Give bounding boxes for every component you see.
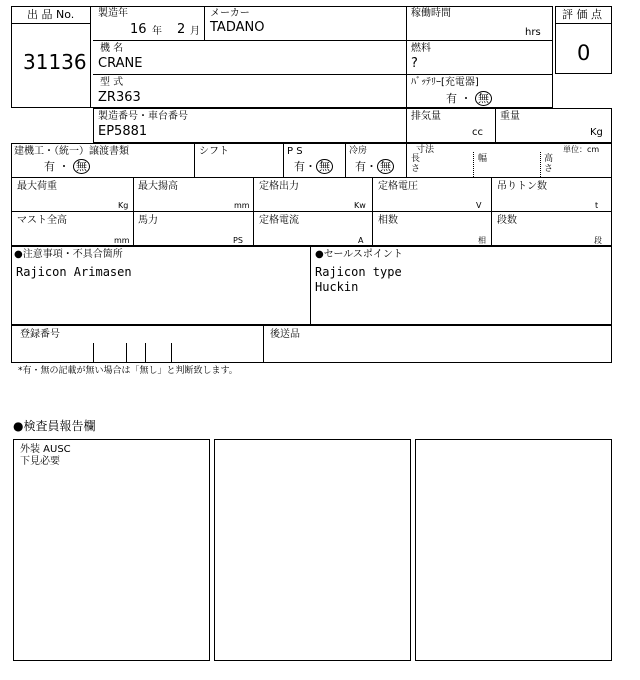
weight-unit: Kg [590, 127, 603, 138]
cooling-choice [355, 159, 394, 174]
stages-unit: 段 [594, 236, 602, 245]
maker-label: メーカー [210, 8, 250, 19]
transfer-no-circled: 無 [73, 159, 90, 174]
cooling-no-circled: 無 [377, 159, 394, 174]
cooling-dot: ・ [366, 160, 377, 173]
battery-no-circled: 無 [475, 91, 492, 106]
ps-dot: ・ [305, 160, 316, 173]
displacement-unit: cc [472, 127, 483, 138]
inspector-panel-3 [415, 439, 612, 661]
transfer-yes: 有 [44, 160, 55, 173]
sales-point-line2: Huckin [315, 280, 359, 294]
inspector-line1: 外装 AUSC [20, 444, 71, 455]
year-unit: 年 [152, 26, 162, 37]
month-value: 2 [177, 22, 186, 37]
rated-output-unit: Kw [354, 201, 366, 210]
battery-dot: ・ [460, 92, 472, 105]
height-label-1: 高 [544, 154, 554, 164]
battery-label: ﾊﾞｯﾃﾘｰ[充電器] [411, 77, 479, 88]
caution-value: Rajicon Arimasen [16, 265, 132, 279]
footnote: *有・無の記載が無い場合は「無し」と判断致します。 [18, 366, 238, 376]
stages-label: 段数 [497, 215, 517, 226]
registration-table [11, 325, 612, 363]
fuel-label: 燃料 [411, 43, 431, 54]
phase-unit: 相 [478, 236, 486, 245]
max-load-unit: Kg [118, 201, 129, 210]
ps-label: P S [287, 146, 303, 157]
hours-unit: hrs [525, 27, 541, 38]
serial-label: 製造番号・車台番号 [98, 111, 188, 122]
model-name-label: 機 名 [100, 43, 124, 54]
max-lift-label: 最大揚高 [138, 181, 178, 192]
inspector-panel-2 [214, 439, 411, 661]
dims-unit-label: 単位：cm [563, 145, 600, 154]
cooling-yes: 有 [355, 160, 366, 173]
transfer-doc-label: 建機工・（統一）譲渡書類 [14, 146, 129, 157]
ps-yes: 有 [294, 160, 305, 173]
caution-label: ●注意事項・不具合箇所 [14, 249, 123, 260]
horsepower-unit: PS [233, 236, 243, 245]
ps-choice [294, 159, 333, 174]
registration-box-divider [126, 343, 127, 363]
width-label: 幅 [478, 154, 488, 164]
registration-box-divider [93, 343, 94, 363]
transfer-doc-choice [44, 159, 90, 174]
rated-voltage-label: 定格電圧 [378, 181, 418, 192]
hours-label: 稼働時間 [411, 8, 451, 19]
registration-box-divider [145, 343, 146, 363]
rated-voltage-unit: V [476, 201, 482, 210]
registration-label: 登録番号 [20, 329, 60, 340]
cooling-label: 冷房 [349, 146, 368, 156]
serial-value: EP5881 [98, 124, 148, 139]
lot-number-label: 出 品 No. [27, 8, 75, 21]
phase-label: 相数 [378, 215, 398, 226]
year-value: 16 [130, 22, 147, 37]
length-label-2: さ [411, 164, 421, 174]
horsepower-label: 馬力 [138, 215, 158, 226]
shift-label: シフト [199, 146, 229, 157]
shipping-label: 後送品 [270, 329, 300, 340]
ps-no-circled: 無 [316, 159, 333, 174]
sales-point-line1: Rajicon type [315, 265, 402, 279]
mast-height-unit: mm [114, 236, 130, 245]
registration-box-divider [171, 343, 172, 363]
month-unit: 月 [190, 26, 200, 37]
rated-current-label: 定格電流 [259, 215, 299, 226]
sales-point-label: ●セールスポイント [315, 249, 403, 260]
dims-label: 寸法 [416, 145, 435, 155]
displacement-label: 排気量 [411, 111, 441, 122]
height-label-2: さ [544, 164, 554, 174]
lot-number-value: 31136 [23, 50, 87, 74]
maker-value: TADANO [210, 20, 265, 35]
length-label-1: 長 [411, 154, 421, 164]
hoist-ton-unit: t [595, 201, 599, 210]
battery-choice [446, 91, 492, 106]
score-value: 0 [577, 41, 591, 65]
max-lift-unit: mm [234, 201, 250, 210]
inspector-title: ●検査員報告欄 [13, 419, 96, 433]
score-label: 評 価 点 [562, 8, 602, 21]
fuel-value: ? [411, 56, 418, 71]
inspector-line2: 下見必要 [20, 456, 60, 467]
battery-yes: 有 [446, 92, 457, 105]
rated-current-unit: A [358, 236, 364, 245]
type-label: 型 式 [100, 77, 124, 88]
transfer-dot: ・ [58, 160, 70, 173]
type-value: ZR363 [98, 90, 141, 105]
rated-output-label: 定格出力 [259, 181, 299, 192]
inspector-panel-1 [13, 439, 210, 661]
max-load-label: 最大荷重 [17, 181, 57, 192]
hoist-ton-label: 吊りトン数 [497, 181, 547, 192]
year-label: 製造年 [98, 8, 128, 19]
mast-height-label: マスト全高 [17, 215, 67, 226]
weight-label: 重量 [500, 111, 520, 122]
model-name-value: CRANE [98, 56, 143, 71]
